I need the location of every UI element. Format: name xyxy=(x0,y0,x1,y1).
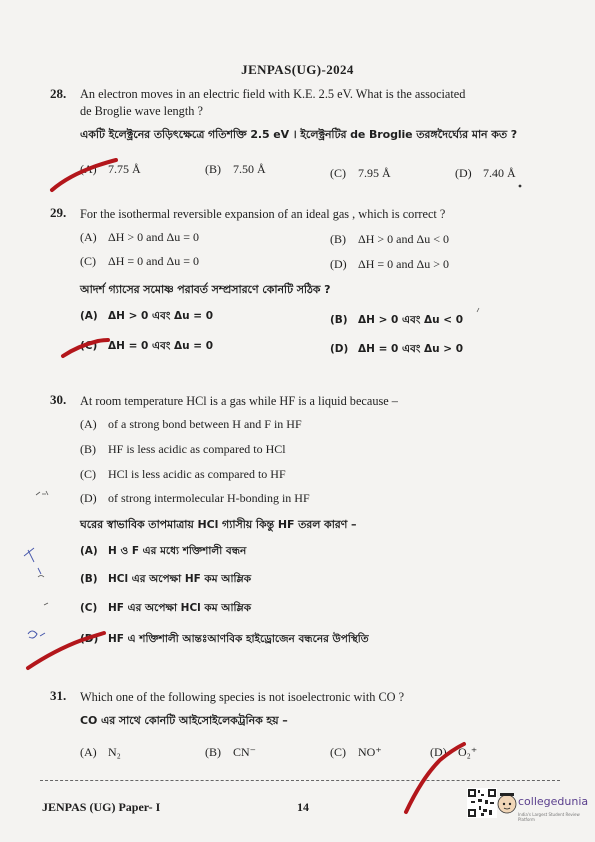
question-number: 28. xyxy=(50,86,67,101)
margin-scribble-2 xyxy=(24,548,41,574)
question-text: An electron moves in an electric field with K.E. 2.5 eV. What is the associated xyxy=(80,87,466,101)
question-text: Which one of the following species is not isoelectronic with CO ? xyxy=(80,690,405,704)
option-a: (A) of a strong bond between H and F in HF xyxy=(80,417,302,431)
option-c: (C) ΔH = 0 and Δu = 0 xyxy=(80,254,199,268)
option-d: (D) ΔH = 0 and Δu > 0 xyxy=(330,257,449,271)
option-d: (D) of strong intermolecular H-bonding in HF xyxy=(80,491,310,505)
logo-tagline: India's Largest Student Review Platform xyxy=(518,812,580,822)
margin-scribble-1 xyxy=(36,491,48,495)
option-d: (D) 7.40 Å xyxy=(455,166,516,180)
logo-wordmark: collegedunia xyxy=(518,795,589,808)
question-text-bengali: আদর্শ গ্যাসের সমোষ্ণ পরাবর্ত সম্প্রসারণে কোনটি সঠিক ? xyxy=(80,283,331,296)
option-c-bengali: (C) HF এর অপেক্ষা HCl কম আম্লিক xyxy=(80,602,252,614)
question-text-bengali: ঘরের স্বাভাবিক তাপমাত্রায় HCl গ্যাসীয় কিন্তু HF তরল কারণ – xyxy=(80,518,357,531)
paper-name: JENPAS (UG) Paper- I xyxy=(42,800,161,814)
option-a-bengali: (A) H ও F এর মধ্যে শক্তিশালী বন্ধন xyxy=(80,545,247,557)
question-number: 31. xyxy=(50,688,67,703)
footer-divider xyxy=(40,780,560,781)
margin-scribble-5 xyxy=(28,631,45,638)
option-c: (C) 7.95 Å xyxy=(330,166,391,180)
page-number: 14 xyxy=(297,800,309,814)
option-b: (B) ΔH > 0 and Δu < 0 xyxy=(330,232,449,246)
option-b: (B) HF is less acidic as compared to HCl xyxy=(80,442,286,456)
option-a: (A) N₂ xyxy=(80,745,121,759)
option-b: (B) CN⁻ xyxy=(205,745,257,759)
margin-scribble-4 xyxy=(44,603,48,605)
option-a: (A) ΔH > 0 and Δu = 0 xyxy=(80,230,199,244)
option-b-bengali: (B) ΔH > 0 এবং Δu < 0 xyxy=(330,314,464,326)
option-d-bengali: (D) ΔH = 0 এবং Δu > 0 xyxy=(330,343,464,355)
question-text-bengali: CO এর সাথে কোনটি আইসোইলেকট্রনিক হয় – xyxy=(80,714,288,727)
option-c: (C) NO⁺ xyxy=(330,745,382,759)
option-a-bengali: (A) ΔH > 0 এবং Δu = 0 xyxy=(80,310,214,322)
question-text: At room temperature HCl is a gas while HF is a liquid because – xyxy=(80,394,398,408)
question-text: For the isothermal reversible expansion of an ideal gas , which is correct ? xyxy=(80,207,446,221)
option-d: (D) O₂⁺ xyxy=(430,745,478,759)
dot-mark xyxy=(519,185,522,188)
option-b-bengali: (B) HCl এর অপেক্ষা HF কম আম্লিক xyxy=(80,573,252,585)
question-number: 29. xyxy=(50,205,67,220)
option-c-bengali: (C) ΔH = 0 এবং Δu = 0 xyxy=(80,340,214,352)
question-text-continued: de Broglie wave length ? xyxy=(80,104,203,118)
question-number: 30. xyxy=(50,392,67,407)
exam-header: JENPAS(UG)-2024 xyxy=(241,62,354,77)
margin-scribble-6 xyxy=(477,308,479,312)
qr-code-icon xyxy=(467,788,497,818)
question-text-bengali: একটি ইলেক্ট্রনের তড়িৎক্ষেত্রে গতিশক্তি 2.5 eV । ইলেক্ট্রনটির de Broglie তরঙ্গদৈর্ঘ্যের মান কত ? xyxy=(80,128,518,141)
option-a: (A) 7.75 Å xyxy=(80,162,141,176)
option-b: (B) 7.50 Å xyxy=(205,162,266,176)
option-d-bengali: (D) HF এ শক্তিশালী আন্তঃআণবিক হাইড্রোজেন বন্ধনের উপস্থিতি xyxy=(80,633,369,645)
option-c: (C) HCl is less acidic as compared to HF xyxy=(80,467,286,481)
margin-scribble-3 xyxy=(38,576,44,578)
